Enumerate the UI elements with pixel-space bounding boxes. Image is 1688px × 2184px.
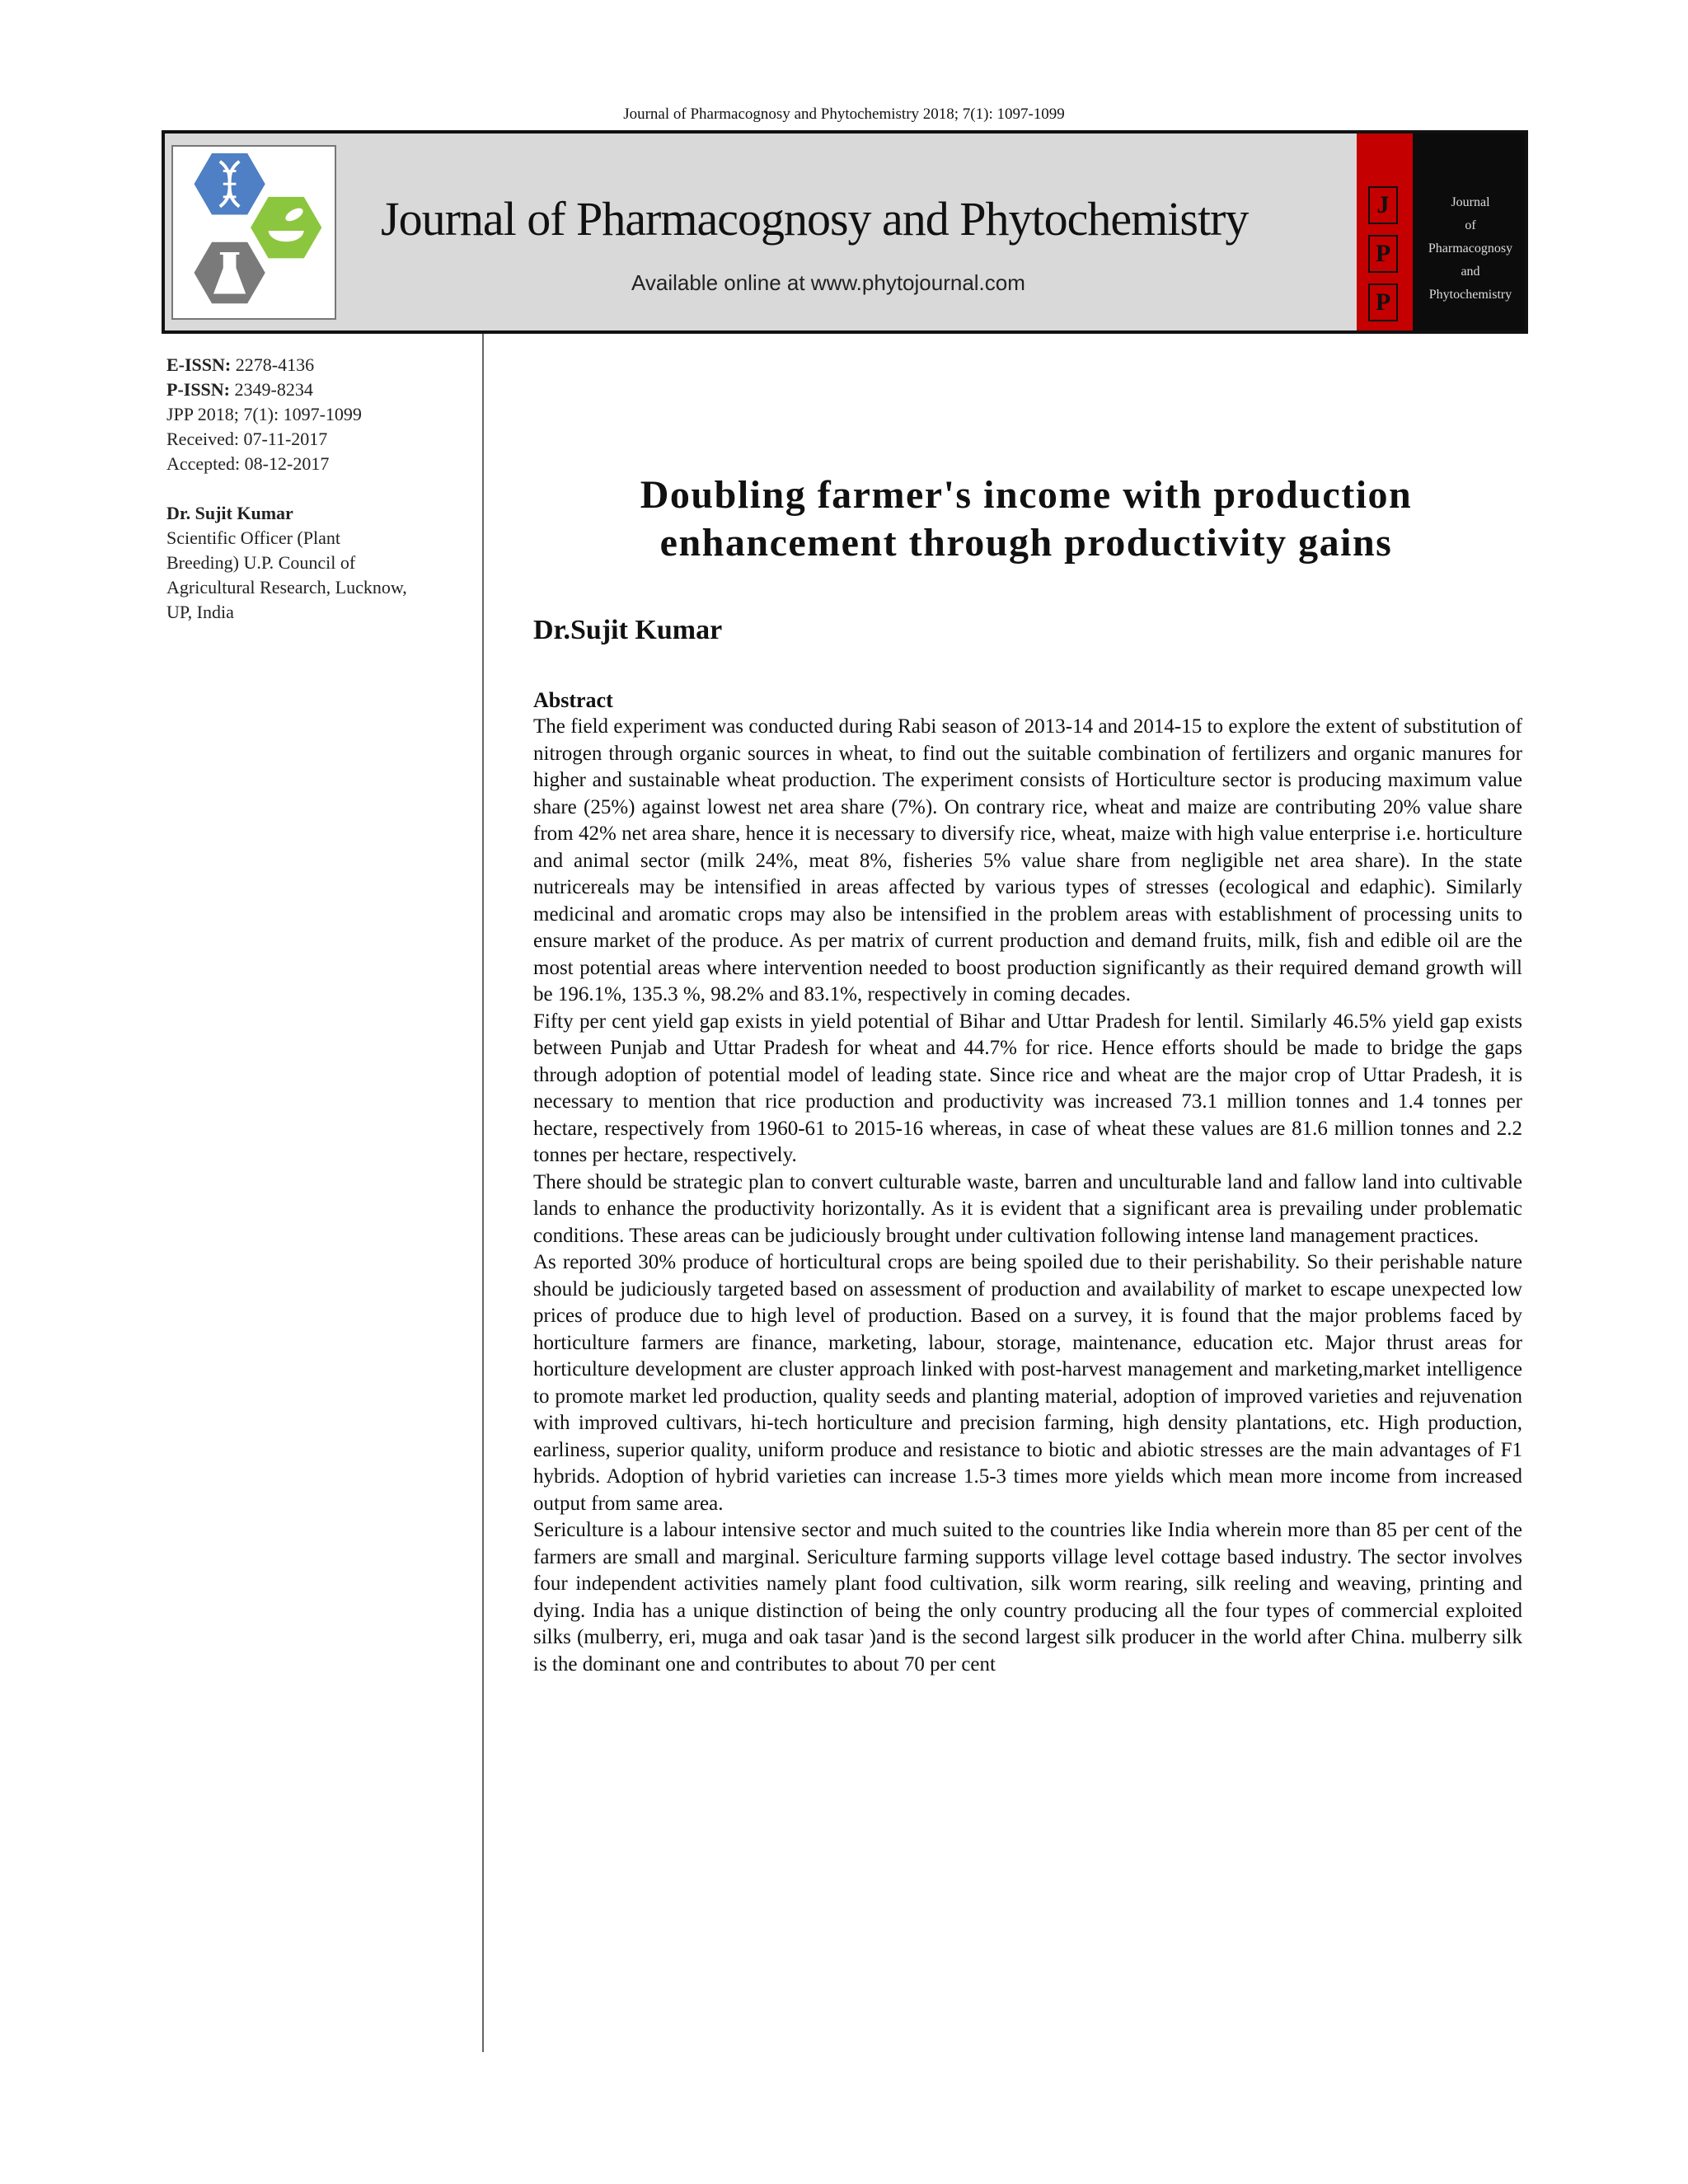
sidebar-author-name-text: Dr. Sujit Kumar bbox=[166, 503, 293, 523]
abstract-heading: Abstract bbox=[533, 688, 613, 712]
received-date: Received: 07-11-2017 bbox=[166, 429, 328, 449]
article-title bbox=[511, 471, 1541, 567]
column-divider bbox=[482, 334, 484, 2052]
jpp-side-line: of bbox=[1465, 218, 1476, 232]
pissn-label: P-ISSN: bbox=[166, 379, 231, 400]
dna-hexagon-icon bbox=[194, 153, 265, 214]
journal-banner bbox=[162, 130, 1528, 334]
abstract-paragraph: Fifty per cent yield gap exists in yield potential of Bihar and Uttar Pradesh for lentil. Similarly 46.5% yield gap exists between Punjab and Uttar Pradesh for wheat and 44.7% for rice. Hence efforts should be made to bridge the gaps through adoption of potential model of leading state. Since rice and wheat are the major crop of Uttar Pradesh, it is necessary to mention that rice production and productivity was increased 73.1 million tonnes and 1.4 tonnes per hectare, respectively from 1960-61 to 2015-16 whereas, in case of wheat these values are 81.6 million tonnes and 2.2 tonnes per hectare, respectively. bbox=[533, 1010, 1522, 1166]
jpp-side-panel bbox=[1413, 134, 1528, 330]
affiliation-line: Agricultural Research, Lucknow, bbox=[166, 577, 407, 598]
journal-availability: Available online at www.phytojournal.com bbox=[631, 270, 1025, 295]
article-title-line: Doubling farmer's income with production bbox=[640, 473, 1413, 517]
affiliation-line: Breeding) U.P. Council of bbox=[166, 552, 356, 573]
jpp-citation: JPP 2018; 7(1): 1097-1099 bbox=[166, 404, 362, 424]
eissn-label: E-ISSN: bbox=[166, 354, 232, 375]
article-author: Dr.Sujit Kumar bbox=[533, 615, 723, 645]
abstract-paragraph: As reported 30% produce of horticultural crops are being spoiled due to their perishability. So their perishable nature should be judiciously targeted based on assessment of production and availability of market to escape unexpected low prices of produce due to high level of production. Based on a survey, it is found that the major problems faced by horticulture farmers are finance, marketing, labour, storage, maintenance, education etc. Major thrust areas for horticulture development are cluster approach linked with post-harvest management and marketing,market intelligence to promote market led production, quality seeds and planting material, adoption of improved varieties and rejuvenation with improved cultivars, hi-tech horticulture and precision farming, high density plantations, etc. High production, earliness, superior quality, uniform produce and resistance to biotic and abiotic stresses are the main advantages of F1 hybrids. Adoption of hybrid varieties can increase 1.5-3 times more yields which mean more income from increased output from same area. bbox=[533, 1251, 1522, 1515]
mortar-leaf-hexagon-icon bbox=[251, 197, 321, 258]
pissn-line bbox=[166, 377, 471, 402]
journal-title: Journal of Pharmacognosy and Phytochemistry bbox=[381, 192, 1249, 246]
jpp-letter-p1: P bbox=[1368, 235, 1398, 273]
journal-logo bbox=[171, 145, 336, 320]
journal-logo-graphic bbox=[173, 147, 335, 318]
flask-hexagon-icon bbox=[194, 242, 265, 303]
article-title-line: enhancement through productivity gains bbox=[659, 521, 1393, 565]
accepted-date: Accepted: 08-12-2017 bbox=[166, 453, 330, 474]
pissn-value: 2349-8234 bbox=[234, 379, 313, 400]
jpp-letter-j: J bbox=[1368, 186, 1398, 224]
abstract-paragraph: The field experiment was conducted during Rabi season of 2013-14 and 2014-15 to explore the extent of substitution of nitrogen through organic sources in wheat, to find out the suitable combination of fertilizers and organic manures for higher and sustainable wheat production. The experiment consists of Horticulture sector is producing maximum value share (25%) against lowest net area share (7%). On contrary rice, wheat and maize are contributing 20% value share from 42% net area share, hence it is necessary to diversify rice, wheat, maize with high value enterprise i.e. horticulture and animal sector (milk 24%, meat 8%, fisheries 5% value share from negligible net area share). In the state nutricereals may be intensified in areas affected by various types of stresses (ecological and edaphic). Similarly medicinal and aromatic crops may also be intensified in the problem areas with establishment of processing units to ensure market of the produce. As per matrix of current production and demand fruits, milk, fish and edible oil are the most potential areas where intervention needed to boost production significantly as their required demand growth will be 196.1%, 135.3 %, 98.2% and 83.1%, respectively in coming decades. bbox=[533, 715, 1522, 1005]
jpp-side-line: Journal bbox=[1451, 195, 1490, 209]
jpp-side-line: Phytochemistry bbox=[1428, 288, 1512, 302]
abstract-paragraph: There should be strategic plan to convert culturable waste, barren and unculturable land and fallow land into cultivable lands to enhance the productivity horizontally. As it is evident that a significant area is prevailing under problematic conditions. These areas can be judiciously brought under cultivation following intense land management practices. bbox=[533, 1170, 1522, 1247]
jpp-side-line: Pharmacognosy bbox=[1428, 241, 1513, 255]
jpp-letter-p2: P bbox=[1368, 284, 1398, 321]
jpp-side-line: and bbox=[1461, 265, 1480, 279]
affiliation-line: Scientific Officer (Plant bbox=[166, 527, 340, 548]
eissn-line bbox=[166, 353, 471, 377]
abstract-paragraph: Sericulture is a labour intensive sector and much suited to the countries like India wherein more than 85 per cent of the farmers are small and marginal. Sericulture farming supports village level cottage based industry. The sector involves four independent activities namely plant food cultivation, silk worm rearing, silk reeling and weaving, printing and dying. India has a unique distinction of being the only country producing all the four types of commercial exploited silks (mulberry, eri, muga and oak tasar )and is the second largest silk producer in the world after China. mulberry silk is the dominant one and contributes to about 70 per cent bbox=[533, 1519, 1522, 1675]
abstract-section bbox=[533, 687, 1522, 1678]
affiliation-line: UP, India bbox=[166, 602, 234, 622]
running-head: Journal of Pharmacognosy and Phytochemistry 2018; 7(1): 1097-1099 bbox=[623, 105, 1065, 123]
eissn-value: 2278-4136 bbox=[235, 354, 315, 375]
article-metadata-sidebar bbox=[166, 353, 471, 625]
sidebar-author-name bbox=[166, 501, 471, 526]
